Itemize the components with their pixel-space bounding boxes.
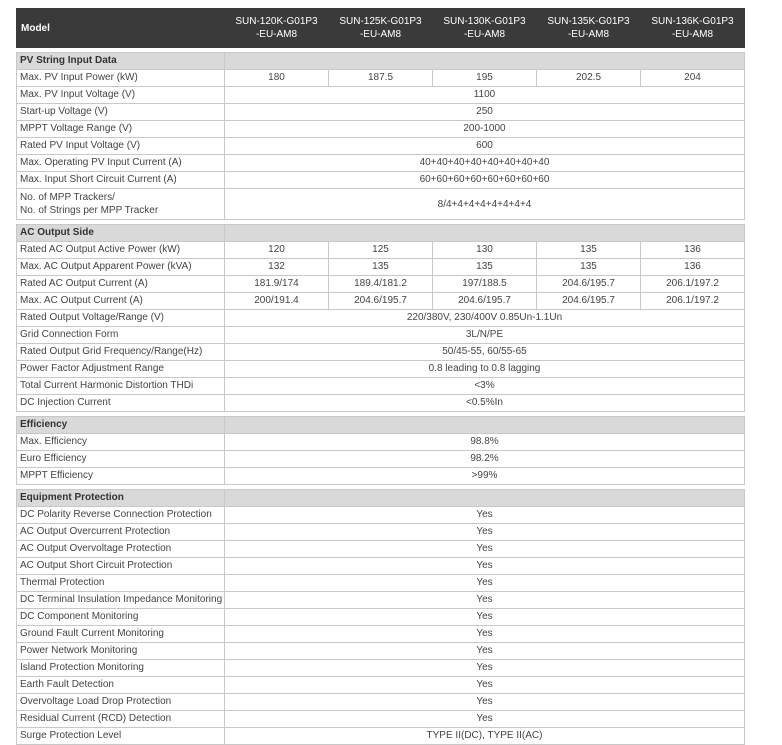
section-fill [225, 225, 745, 242]
table-row [17, 575, 745, 592]
spec-value: 135 [537, 242, 641, 259]
spec-value: Yes [225, 711, 745, 728]
spec-label: MPPT Voltage Range (V) [17, 121, 225, 138]
table-row [17, 660, 745, 677]
spec-value: 3L/N/PE [225, 327, 745, 344]
spec-value: 204 [641, 70, 745, 87]
spec-value: 50/45-55, 60/55-65 [225, 344, 745, 361]
spec-label: Rated AC Output Active Power (kW) [17, 242, 225, 259]
spec-value: 202.5 [537, 70, 641, 87]
spec-label: AC Output Overcurrent Protection [17, 524, 225, 541]
spec-label: Grid Connection Form [17, 327, 225, 344]
spec-value: <3% [225, 378, 745, 395]
spec-value: 8/4+4+4+4+4+4+4+4 [225, 189, 745, 220]
spec-table [16, 8, 745, 745]
spec-value: 130 [433, 242, 537, 259]
table-row [17, 138, 745, 155]
section-title: Efficiency [17, 417, 225, 434]
spec-label: Max. PV Input Power (kW) [17, 70, 225, 87]
table-row [17, 507, 745, 524]
spec-value: Yes [225, 609, 745, 626]
spec-value: TYPE II(DC), TYPE II(AC) [225, 728, 745, 745]
table-row [17, 327, 745, 344]
table-row [17, 70, 745, 87]
section-header-row [17, 417, 745, 434]
spec-label: Surge Protection Level [17, 728, 225, 745]
spec-value: 60+60+60+60+60+60+60+60 [225, 172, 745, 189]
table-row [17, 677, 745, 694]
spec-label: Thermal Protection [17, 575, 225, 592]
spec-label: Total Current Harmonic Distortion THDi [17, 378, 225, 395]
section-title: AC Output Side [17, 225, 225, 242]
spec-value: 136 [641, 259, 745, 276]
table-row [17, 395, 745, 412]
spec-value: 220/380V, 230/400V 0.85Un-1.1Un [225, 310, 745, 327]
table-row [17, 276, 745, 293]
spec-label: Rated Output Voltage/Range (V) [17, 310, 225, 327]
table-row [17, 378, 745, 395]
spec-value: 125 [329, 242, 433, 259]
spec-value: 200/191.4 [225, 293, 329, 310]
spec-value: 206.1/197.2 [641, 276, 745, 293]
model-column-header: SUN-120K-G01P3 -EU-AM8 [225, 9, 329, 48]
spec-value: 204.6/195.7 [329, 293, 433, 310]
section-fill [225, 490, 745, 507]
model-column-header: SUN-135K-G01P3 -EU-AM8 [537, 9, 641, 48]
spec-value: 180 [225, 70, 329, 87]
table-row [17, 310, 745, 327]
spec-value: <0.5%In [225, 395, 745, 412]
table-row [17, 451, 745, 468]
spec-label: Rated PV Input Voltage (V) [17, 138, 225, 155]
spec-value: Yes [225, 541, 745, 558]
spec-label: MPPT Efficiency [17, 468, 225, 485]
header-row [17, 9, 745, 48]
spec-value: Yes [225, 626, 745, 643]
spec-value: 204.6/195.7 [537, 293, 641, 310]
model-column-header: SUN-125K-G01P3 -EU-AM8 [329, 9, 433, 48]
spec-value: 1100 [225, 87, 745, 104]
table-row [17, 643, 745, 660]
spec-value: 250 [225, 104, 745, 121]
spec-value: 187.5 [329, 70, 433, 87]
spec-label: Euro Efficiency [17, 451, 225, 468]
spec-value: 204.6/195.7 [433, 293, 537, 310]
table-row [17, 172, 745, 189]
spec-sheet [16, 8, 744, 745]
spec-label: Power Network Monitoring [17, 643, 225, 660]
spec-label: Earth Fault Detection [17, 677, 225, 694]
spec-label: DC Injection Current [17, 395, 225, 412]
table-row [17, 189, 745, 220]
spec-value: Yes [225, 694, 745, 711]
table-row [17, 541, 745, 558]
table-row [17, 609, 745, 626]
spec-label: DC Polarity Reverse Connection Protection [17, 507, 225, 524]
section-fill [225, 417, 745, 434]
spec-value: 189.4/181.2 [329, 276, 433, 293]
spec-label: Max. Efficiency [17, 434, 225, 451]
table-row [17, 259, 745, 276]
spec-value: 195 [433, 70, 537, 87]
spec-value: 135 [537, 259, 641, 276]
spec-label: Overvoltage Load Drop Protection [17, 694, 225, 711]
section-header-row [17, 490, 745, 507]
spec-value: 135 [329, 259, 433, 276]
table-row [17, 728, 745, 745]
table-body [17, 48, 745, 745]
table-row [17, 434, 745, 451]
spec-label: Max. Input Short Circuit Current (A) [17, 172, 225, 189]
model-label: Model [17, 9, 225, 48]
spec-value: 132 [225, 259, 329, 276]
table-row [17, 104, 745, 121]
spec-value: 136 [641, 242, 745, 259]
spec-label: Rated Output Grid Frequency/Range(Hz) [17, 344, 225, 361]
table-row [17, 468, 745, 485]
spec-label: DC Terminal Insulation Impedance Monitoring [17, 592, 225, 609]
spec-label: No. of MPP Trackers/ No. of Strings per MPP Tracker [17, 189, 225, 220]
spec-value: Yes [225, 558, 745, 575]
table-row [17, 87, 745, 104]
spec-label: Rated AC Output Current (A) [17, 276, 225, 293]
table-row [17, 626, 745, 643]
table-row [17, 121, 745, 138]
table-row [17, 155, 745, 172]
spec-value: Yes [225, 524, 745, 541]
model-column-header: SUN-130K-G01P3 -EU-AM8 [433, 9, 537, 48]
spec-value: 0.8 leading to 0.8 lagging [225, 361, 745, 378]
spec-label: Max. PV Input Voltage (V) [17, 87, 225, 104]
spec-value: Yes [225, 592, 745, 609]
spec-value: 98.2% [225, 451, 745, 468]
table-row [17, 558, 745, 575]
table-header [17, 9, 745, 48]
spec-value: 40+40+40+40+40+40+40+40 [225, 155, 745, 172]
table-row [17, 344, 745, 361]
spec-value: 600 [225, 138, 745, 155]
spec-value: Yes [225, 507, 745, 524]
table-row [17, 694, 745, 711]
spec-label: Max. Operating PV Input Current (A) [17, 155, 225, 172]
section-title: Equipment Protection [17, 490, 225, 507]
spec-value: Yes [225, 575, 745, 592]
spec-value: >99% [225, 468, 745, 485]
table-row [17, 361, 745, 378]
spec-value: 200-1000 [225, 121, 745, 138]
model-column-header: SUN-136K-G01P3 -EU-AM8 [641, 9, 745, 48]
spec-value: 120 [225, 242, 329, 259]
section-header-row [17, 53, 745, 70]
spec-label: Max. AC Output Current (A) [17, 293, 225, 310]
spec-label: Power Factor Adjustment Range [17, 361, 225, 378]
section-title: PV String Input Data [17, 53, 225, 70]
spec-value: 98.8% [225, 434, 745, 451]
spec-label: AC Output Overvoltage Protection [17, 541, 225, 558]
spec-value: 135 [433, 259, 537, 276]
spec-label: DC Component Monitoring [17, 609, 225, 626]
spec-value: 181.9/174 [225, 276, 329, 293]
spec-value: Yes [225, 660, 745, 677]
table-row [17, 711, 745, 728]
table-row [17, 242, 745, 259]
spec-label: Ground Fault Current Monitoring [17, 626, 225, 643]
spec-value: 197/188.5 [433, 276, 537, 293]
spec-label: AC Output Short Circuit Protection [17, 558, 225, 575]
spec-value: 204.6/195.7 [537, 276, 641, 293]
spec-label: Island Protection Monitoring [17, 660, 225, 677]
spec-label: Residual Current (RCD) Detection [17, 711, 225, 728]
section-header-row [17, 225, 745, 242]
spec-value: 206.1/197.2 [641, 293, 745, 310]
spec-value: Yes [225, 643, 745, 660]
table-row [17, 293, 745, 310]
spec-label: Max. AC Output Apparent Power (kVA) [17, 259, 225, 276]
table-row [17, 592, 745, 609]
spec-label: Start-up Voltage (V) [17, 104, 225, 121]
section-fill [225, 53, 745, 70]
spec-value: Yes [225, 677, 745, 694]
table-row [17, 524, 745, 541]
